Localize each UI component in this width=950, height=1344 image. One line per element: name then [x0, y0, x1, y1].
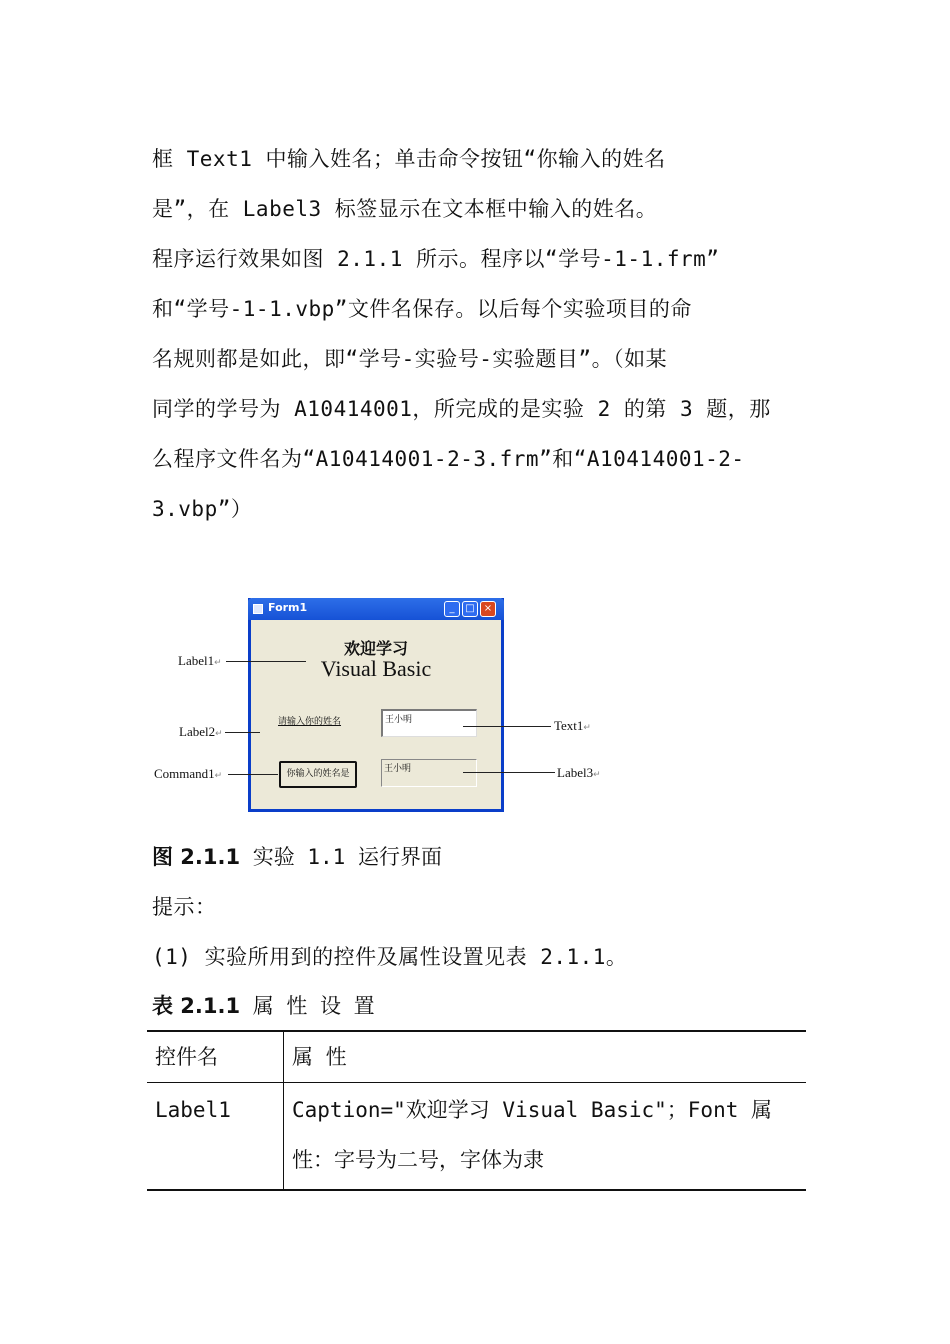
table-header-control: 控件名 — [147, 1031, 284, 1083]
table-cell-control: Label1 — [147, 1083, 284, 1191]
form-window — [248, 598, 504, 812]
figure-caption: 图 2.1.1 实验 1.1 运行界面 — [152, 845, 442, 869]
annotation-label2: Label2↵ — [179, 724, 223, 739]
annotation-text1: Text1↵ — [554, 718, 591, 733]
label3: 王小明 — [381, 759, 477, 787]
label2: 请输入你的姓名 — [278, 717, 342, 727]
form-icon — [253, 604, 263, 614]
close-icon[interactable]: × — [480, 601, 496, 617]
leader-label2 — [225, 732, 260, 733]
annotation-label1: Label1↵ — [178, 653, 222, 668]
leader-text1 — [463, 726, 551, 727]
annotation-command1: Command1↵ — [154, 766, 223, 781]
table-row — [147, 1083, 806, 1191]
annotation-label3: Label3↵ — [557, 765, 601, 780]
figure-form-screenshot — [150, 590, 620, 820]
minimize-icon[interactable]: _ — [444, 601, 460, 617]
paragraph-line-4: 和“学号-1-1.vbp”文件名保存。以后每个实验项目的命 — [152, 297, 692, 321]
hint-item-1: (1) 实验所用到的控件及属性设置见表 2.1.1。 — [152, 945, 628, 969]
paragraph-line-1: 框 Text1 中输入姓名；单击命令按钮“你输入的姓名 — [152, 147, 666, 171]
table-caption: 表 2.1.1 属 性 设 置 — [152, 994, 375, 1018]
paragraph-line-6: 同学的学号为 A10414001，所完成的是实验 2 的第 3 题，那 — [152, 397, 771, 421]
table-header-row — [147, 1031, 806, 1083]
paragraph-line-2: 是”，在 Label3 标签显示在文本框中输入的姓名。 — [152, 197, 658, 221]
paragraph-line-7: 么程序文件名为“A10414001-2-3.frm”和“A10414001-2- — [152, 447, 745, 471]
label1-line1: 欢迎学习 — [343, 639, 408, 658]
command1-button[interactable]: 你输入的姓名是 — [279, 761, 357, 788]
table-cell-property — [284, 1083, 807, 1191]
table-cell-property-line2: 性：字号为二号，字体为隶 — [292, 1148, 544, 1172]
label1-line2: Visual Basic — [320, 656, 432, 681]
table-cell-property-line1: Caption="欢迎学习 Visual Basic"；Font 属 — [292, 1098, 773, 1122]
leader-label3 — [463, 772, 555, 773]
text1-input[interactable]: 王小明 — [381, 709, 477, 737]
property-table — [147, 1030, 806, 1191]
leader-label1 — [226, 661, 306, 662]
table-header-property: 属 性 — [284, 1031, 807, 1083]
maximize-icon[interactable]: □ — [462, 601, 478, 617]
leader-command1 — [228, 774, 278, 775]
paragraph-line-5: 名规则都是如此，即“学号-实验号-实验题目”。（如某 — [152, 347, 668, 371]
paragraph-line-8: 3.vbp”） — [152, 497, 253, 521]
form-title: Form1 — [268, 601, 308, 614]
form-titlebar — [248, 598, 504, 620]
paragraph-line-3: 程序运行效果如图 2.1.1 所示。程序以“学号-1-1.frm” — [152, 247, 720, 271]
hint-title: 提示： — [152, 895, 217, 919]
